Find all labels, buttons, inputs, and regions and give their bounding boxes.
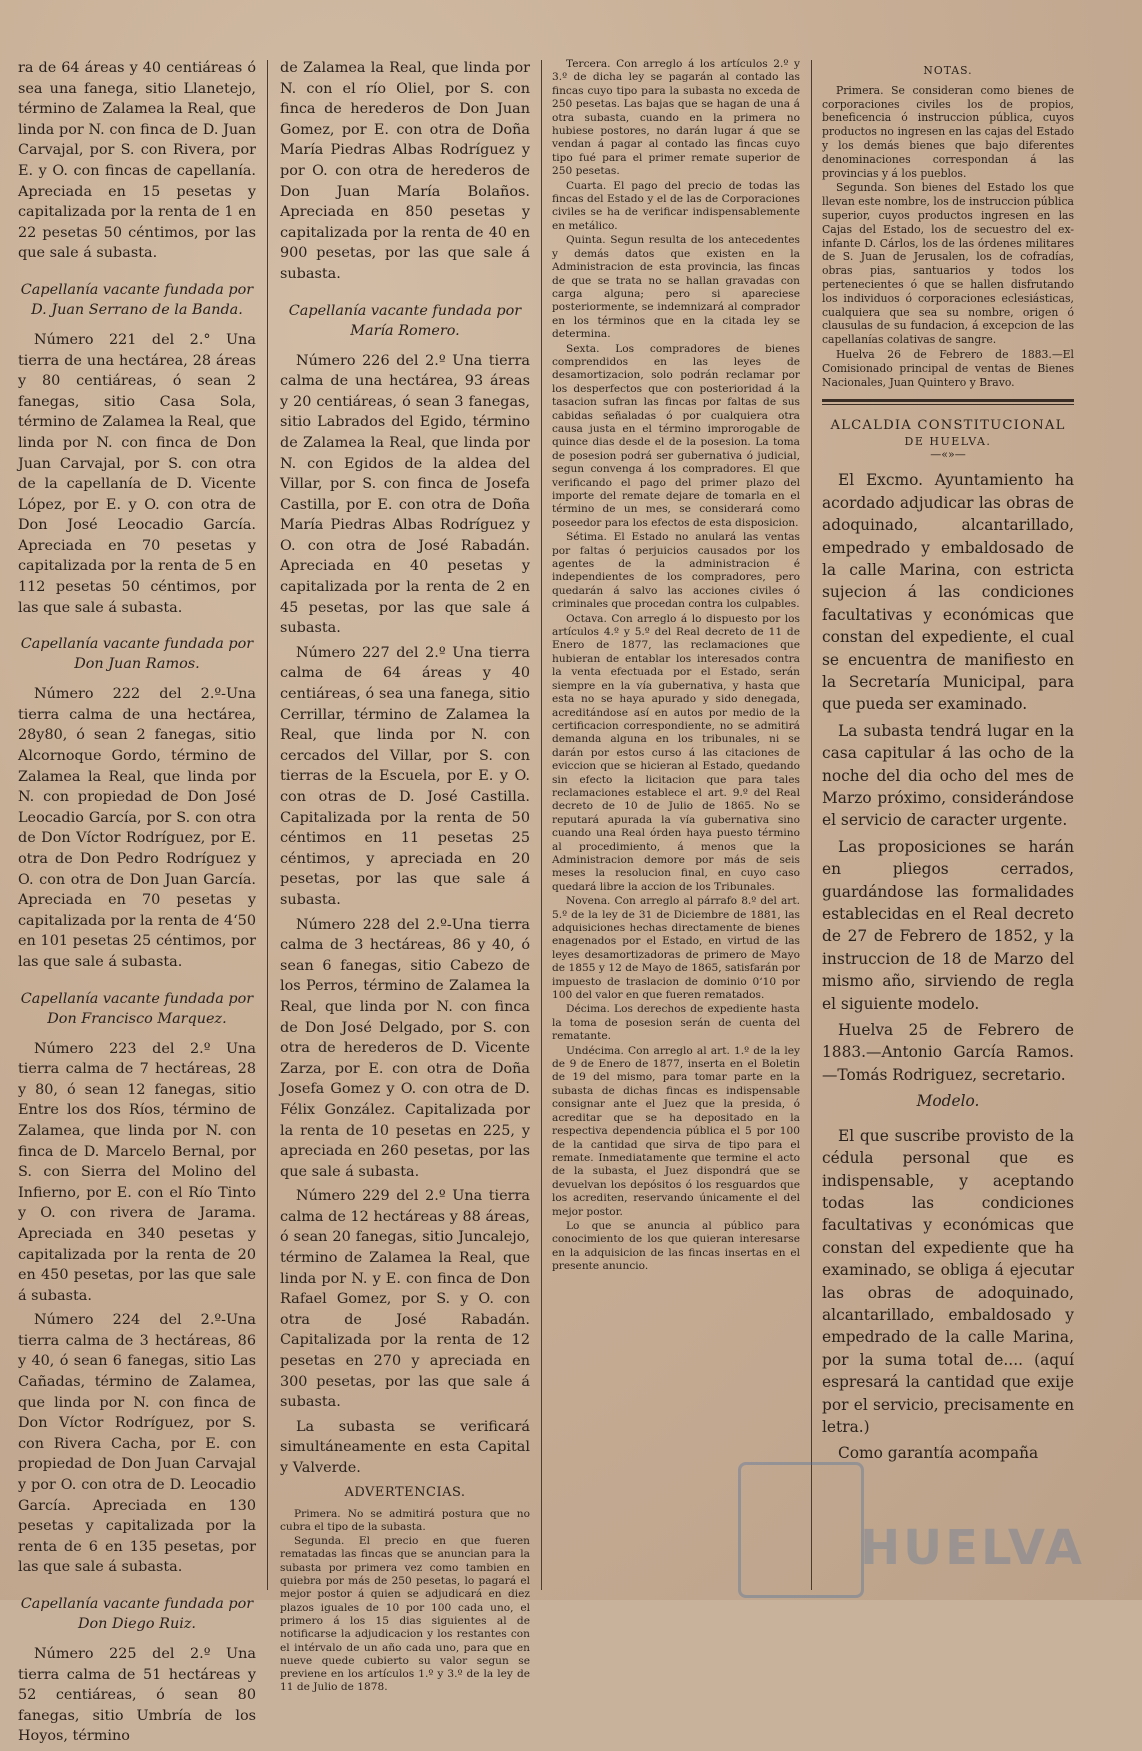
section-heading: Capellanía vacante fundada por Don Juan Ramos.: [20, 636, 254, 673]
paragraph: Número 221 del 2.° Una tierra de una hectárea, 28 áreas y 80 centiáreas, ó sean 2 fanegas, sitio Casa Sola, término de Zalamea la Real, que linda por N. con finca de Don Juan Carvajal, por S. con otra de la capellanía de D. Vicente López, por E. y O. con otra de Don José Leocadio García. Apreciada en 70 pesetas y capitalizada por la renta de 5 en 112 pesetas 50 céntimos, por las que sale á subasta.: [18, 331, 256, 616]
paragraph: Número 226 del 2.º Una tierra calma de una hectárea, 93 áreas y 20 centiáreas, ó sean 3 fanegas, sitio Labrados del Egido, término de Zalamea la Real, que linda por N. con Egidos de la aldea del Villar, por S. con finca de Josefa Castilla, por E. con otra de Doña María Piedras Albas Rodríguez y O. con otra de José Rabadán. Apreciada en 40 pesetas y capitalizada por la renta de 2 en 45 pesetas, por las que sale á subasta.: [280, 352, 530, 637]
watermark-logo: HUELVA: [860, 1520, 1085, 1576]
paragraph: Octava. Con arreglo á lo dispuesto por los artículos 4.º y 5.º del Real decreto de 11 de Enero de 1877, las reclamaciones que hubieran de entablar los interesados contra la venta efectuada por el Estado, serán siempre en la vía gubernativa, y hasta que esta no se haya apurado y sido denegada, acreditándose así en autos por medio de la certificacion correspondiente, no se admitirá demanda alguna en los tribunales, ni se darán por estos curso á las citaciones de eviccion que se hicieran al Estado, quedando sin efecto la licitacion que para tales reclamaciones establece el art. 9.º del Real decreto de 10 de Julio de 1865. No se reputará apurada la vía gubernativa sino cuando una Real órden haya puesto término al procedimiento, á menos que la Administracion demore por más de seis meses la resolucion final, en cuyo caso quedará libre la accion de los Tribunales.: [552, 612, 800, 893]
paragraph: Primera. No se admitirá postura que no cubra el tipo de la subasta.: [280, 1507, 530, 1533]
paragraph: Undécima. Con arreglo al art. 1.º de la ley de 9 de Enero de 1877, inserta en el Boletin de 19 del mismo, para tomar parte en la subasta de dichas fincas es indispensable consignar ante el Juez que la presida, ó acreditar que se ha depositado en la respectiva dependencia pública el 5 por 100 de la cantidad que sirva de tipo para el remate. Inmediatamente que termine el acto de la subasta, el Juez dispondrá que se devuelvan los depósitos ó los resguardos que los acrediten, reservando únicamente el del mejor postor.: [552, 1044, 800, 1218]
column-3: [552, 58, 800, 1275]
notas-list: [822, 84, 1074, 390]
column-2-listings: [280, 58, 530, 1479]
paragraph: Huelva 25 de Febrero de 1883.—Antonio García Ramos.—Tomás Rodriguez, secretario.: [822, 1021, 1074, 1084]
column-rule: [541, 60, 542, 1590]
alcaldia-title: ALCALDIA CONSTITUCIONAL: [830, 418, 1066, 434]
paragraph: Huelva 26 de Febrero de 1883.—El Comisionado principal de ventas de Bienes Nacionales, Juan Quintero y Bravo.: [822, 347, 1074, 389]
section-heading: Capellanía vacante fundada por Don Diego Ruiz.: [20, 1596, 254, 1632]
modelo-heading: Modelo.: [916, 1092, 980, 1111]
paragraph: Cuarta. El pago del precio de todas las fincas del Estado y el de las de Corporaciones civiles se ha de verificar indispensablemente en metálico.: [552, 179, 800, 232]
paragraph: Décima. Los derechos de expediente hasta la toma de posesion serán de cuenta del rematante.: [552, 1003, 800, 1043]
paragraph: ra de 64 áreas y 40 centiáreas ó sea una fanega, sitio Llanetejo, término de Zalamea la Real, que linda por N. con finca de D. Juan Carvajal, por S. con Rivera, por E. y O. con fincas de capellanía. Apreciada en 15 pesetas y capitalizada por la renta de 1 en 22 pesetas 50 céntimos, por las que sale á subasta.: [18, 60, 256, 262]
section-heading: Capellanía vacante fundada por Don Francisco Marquez.: [20, 990, 254, 1027]
paragraph: Número 229 del 2.º Una tierra calma de 12 hectáreas y 88 áreas, ó sean 20 fanegas, sitio Juncalejo, término de Zalamea la Real, que linda por N. y E. con finca de Don Rafael Gomez, por S. y O. con otra de José Rabadán. Capitalizada por la renta de 12 pesetas en 270 y apreciada en 300 pesetas, por las que sale á subasta.: [280, 1188, 530, 1411]
paragraph: Número 228 del 2.º-Una tierra calma de 3 hectáreas, 86 y 40, ó sean 6 fanegas, sitio Cabezo de los Perros, término de Zalamea la Real, que linda por N. con finca de Don José Delgado, por S. con otra de herederos de D. Vicente Zarza, por E. con otra de Doña Josefa Gomez y O. con otra de D. Félix González. Capitalizada por la renta de 10 pesetas en 225, y apreciada en 260 pesetas, por las que sale á subasta.: [280, 916, 530, 1180]
paragraph: La subasta se verificará simultáneamente en esta Capital y Valverde.: [280, 1418, 530, 1476]
column-rule: [811, 60, 812, 1590]
column-1: [18, 58, 256, 1751]
notas-heading: NOTAS.: [923, 64, 973, 77]
alcaldia-subtitle: DE HUELVA.: [904, 435, 992, 449]
paragraph: Como garantía acompaña: [838, 1444, 1039, 1463]
column-2: [280, 58, 530, 1696]
paragraph: El que suscribe provisto de la cédula personal que es indispensable, y aceptando todas las condiciones facultativas y económicas que constan del expediente que ha examinado, se obliga á ejecutar las obras de adoquinado, alcantarillado, embaldosado y empedrado de la calle Marina, por la suma total de.... (aquí espresará la cantidad que exije por el servicio, precisamente en letra.): [822, 1126, 1074, 1436]
library-stamp-icon: [738, 1462, 864, 1598]
paragraph: Quinta. Segun resulta de los antecedentes y demás datos que existen en la Administracion de esta provincia, las fincas de que se trata no se hallan gravadas con carga alguna; pero si apareciese posteriormente, se indemnizará al comprador en los términos que en la citada ley se determina.: [552, 234, 800, 341]
paragraph: Lo que se anuncia al público para conocimiento de los que quieran interesarse en la adquisicion de las fincas insertas en el presente anuncio.: [552, 1219, 800, 1273]
paragraph: Sexta. Los compradores de bienes comprendidos en las leyes de desamortizacion, solo podrán reclamar por los desperfectos que con posterioridad á la tasacion sufran las fincas por faltas de sus cabidas señaladas ó por cualquiera otra causa justa en el término improrogable de quince dias desde el de la posesion. La toma de posesion podrá ser gubernativa ó judicial, segun convenga á los compradores. El que verificando el pago del primer plazo del importe del remate dejare de tomarla en el término de un mes, se considerará como poseedor para los efectos de esta disposicion.: [552, 342, 800, 529]
paragraph: Primera. Se consideran como bienes de corporaciones civiles los de propios, beneficencia ó instruccion pública, cuyos productos no ingresen en las cajas del Estado y los demás bienes que bajo diferentes denominaciones correspondan á las provincias y á los pueblos.: [822, 83, 1074, 180]
advertencias-heading: ADVERTENCIAS.: [344, 1484, 466, 1500]
paragraph: Segunda. El precio en que fueren rematadas las fincas que se anuncian para la subasta por primera vez como tambien en quiebra por más de 250 pesetas, lo pagará el mejor postor á quien se adjudicará en diez plazos iguales de 10 por 100 cada uno, el primero á los 15 dias siguientes al de notificarse la adjudicacion y los restantes con el intérvalo de un año cada uno, para que en nueve quede cubierto su valor segun se previene en los artículos 1.º y 3.º de la ley de 11 de Julio de 1878.: [280, 1535, 530, 1694]
paragraph: Sétima. El Estado no anulará las ventas por faltas ó perjuicios causados por los agentes de la administracion é independientes de los compradores, pero quedarán á salvo las acciones civiles ó criminales que procedan contra los culpables.: [552, 531, 800, 611]
section-divider: [822, 399, 1074, 405]
paragraph: Tercera. Con arreglo á los artículos 2.º y 3.º de dicha ley se pagarán al contado las fincas cuyo tipo para la subasta no exceda de 250 pesetas. Las bajas que se hagan de una á otra subasta, cuando en la primera no hubiese postores, no darán lugar á que se vendan á pagar al contado las fincas cuyo tipo fué para el primer remate superior de 250 pesetas.: [552, 58, 800, 178]
paragraph: Novena. Con arreglo al párrafo 8.º del art. 5.º de la ley de 31 de Diciembre de 1881, las adquisiciones hechas directamente de bienes enagenados por el Estado, en virtud de las leyes desamortizadoras de primero de Mayo de 1855 y 12 de Mayo de 1865, satisfarán por impuesto de traslacion de dominio 0‘10 por 100 del valor en que fueren rematados.: [552, 895, 800, 1002]
paragraph: Las proposiciones se harán en pliegos cerrados, guardándose las formalidades establecidas en el Real decreto de 27 de Febrero de 1852, y la instruccion de 18 de Marzo del mismo año, sirviendo de regla el siguiente modelo.: [822, 837, 1074, 1013]
section-heading: Capellanía vacante fundada por D. Juan Serrano de la Banda.: [20, 281, 254, 318]
paragraph: Segunda. Son bienes del Estado los que llevan este nombre, los de instruccion pública superior, cuyos productos ingresen en las Cajas del Estado, los de secuestro del ex-infante D. Cárlos, los de las órdenes militares de S. Juan de Jerusalen, los de cofradías, obras pias, santuarios y todos los pertenecientes ó que se hallen disfrutando los individuos ó corporaciones eclesiásticas, cualquiera que sea su nombre, origen ó clausulas de su fundacion, á excepcion de las capellanías colativas de sangre.: [822, 181, 1074, 347]
ornament: —«»—: [930, 448, 966, 462]
paragraph: La subasta tendrá lugar en la casa capitular á las ocho de la noche del dia ocho del mes de Marzo próximo, considerándose el servicio de caracter urgente.: [822, 721, 1074, 830]
paragraph: Número 223 del 2.º Una tierra calma de 7 hectáreas, 28 y 80, ó sean 12 fanegas, sitio Entre los dos Ríos, término de Zalamea, que linda por N. con finca de D. Marcelo Bernal, por S. con Sierra del Molino del Infierno, por E. con el Río Tinto y O. con rivera de Jarama. Apreciada en 340 pesetas y capitalizada por la renta de 20 en 450 pesetas, por las que sale á subasta.: [18, 1040, 256, 1304]
paragraph: Número 225 del 2.º Una tierra calma de 51 hectáreas y 52 centiáreas, ó sean 80 fanegas, sitio Umbría de los Hoyos, término: [18, 1646, 256, 1745]
column-rule: [267, 60, 268, 1590]
paragraph: Número 224 del 2.º-Una tierra calma de 3 hectáreas, 86 y 40, ó sean 6 fanegas, sitio Las Cañadas, término de Zalamea, que linda por N. con finca de Don Víctor Rodríguez, por S. con Rivera Cacha, por E. con propiedad de Don Juan Carvajal y por O. con otra de D. Leocadio García. Apreciada en 130 pesetas y capitalizada por la renta de 6 en 135 pesetas, por las que sale á subasta.: [18, 1312, 256, 1576]
column-4: [822, 58, 1074, 1469]
alcaldia-notice: [822, 469, 1074, 1086]
advertencias-list: [280, 1508, 530, 1695]
paragraph: de Zalamea la Real, que linda por N. con el río Oliel, por S. con finca de herederos de Don Juan Gomez, por E. con otra de Doña María Piedras Albas Rodríguez y por O. con otra de herederos de Don Juan María Bolaños. Apreciada en 850 pesetas y capitalizada por la renta de 40 en 900 pesetas, por las que sale á subasta.: [280, 60, 530, 282]
modelo-text: [822, 1125, 1074, 1465]
paragraph: Número 222 del 2.º-Una tierra calma de una hectárea, 28y80, ó sean 2 fanegas, sitio Alcornoque Gordo, término de Zalamea la Real, que linda por N. con propiedad de Don José Leocadio García, por S. con otra de Don Víctor Rodríguez, por E. otra de Don Pedro Rodríguez y O. con otra de Don Juan García. Apreciada en 70 pesetas y capitalizada por la renta de 4‘50 en 101 pesetas 25 céntimos, por las que sale á subasta.: [18, 686, 256, 970]
paragraph: Número 227 del 2.º Una tierra calma de 64 áreas y 40 centiáreas, ó sea una fanega, sitio Cerrillar, término de Zalamea la Real, que linda por N. con cercados del Villar, por S. con tierras de la Escuela, por E. y O. con otras de D. José Castilla. Capitalizada por la renta de 50 céntimos en 11 pesetas 25 céntimos, y apreciada en 20 pesetas, por las que sale á subasta.: [280, 644, 530, 908]
section-heading: Capellanía vacante fundada por María Romero.: [288, 302, 522, 339]
paragraph: El Excmo. Ayuntamiento ha acordado adjudicar las obras de adoquinado, alcantarillado, empedrado y embaldosado de la calle Marina, con estricta sujecion á las condiciones facultativas y económicas que constan del expediente, el cual se encuentra de manifiesto en la Secretaría Municipal, para que pueda ser examinado.: [822, 471, 1074, 714]
